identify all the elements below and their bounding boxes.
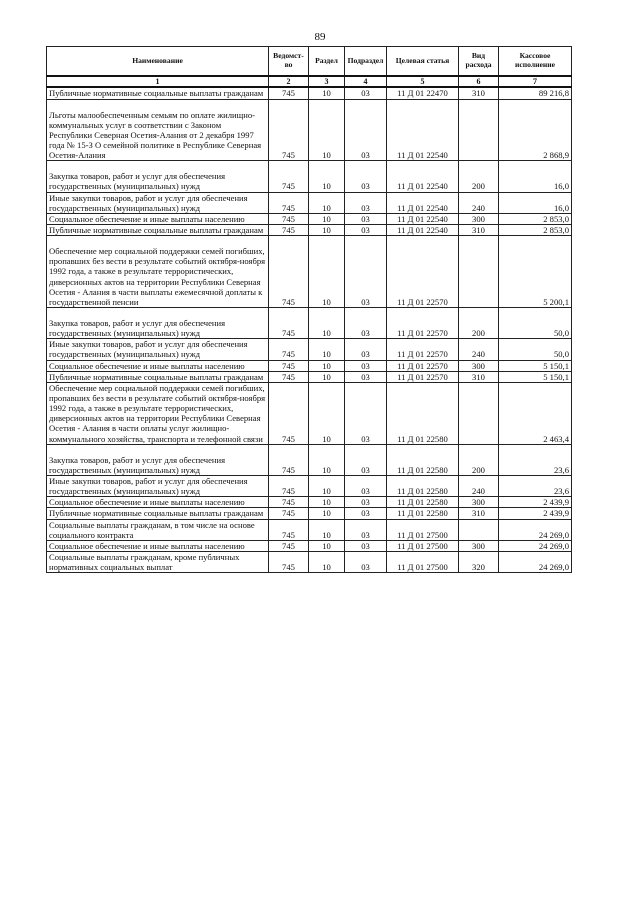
row-subsection: 03 xyxy=(345,99,387,161)
header-row xyxy=(47,47,572,77)
row-expense-type: 310 xyxy=(459,87,499,99)
column-number: 5 xyxy=(387,76,459,87)
row-section: 10 xyxy=(309,382,345,444)
row-amount: 24 269,0 xyxy=(499,519,572,540)
row-target-article: 11 Д 01 22580 xyxy=(387,497,459,508)
row-department: 745 xyxy=(269,87,309,99)
row-section: 10 xyxy=(309,224,345,235)
row-target-article: 11 Д 01 22540 xyxy=(387,213,459,224)
row-section: 10 xyxy=(309,87,345,99)
row-department: 745 xyxy=(269,236,309,308)
row-department: 745 xyxy=(269,224,309,235)
row-expense-type: 240 xyxy=(459,192,499,213)
row-subsection: 03 xyxy=(345,475,387,496)
row-amount: 2 853,0 xyxy=(499,224,572,235)
row-expense-type: 200 xyxy=(459,444,499,475)
table-row xyxy=(47,224,572,235)
row-section: 10 xyxy=(309,161,345,192)
row-department: 745 xyxy=(269,519,309,540)
column-number: 6 xyxy=(459,76,499,87)
row-amount: 5 150,1 xyxy=(499,371,572,382)
row-name: Льготы малообеспеченным семьям по оплате жилищно-коммунальных услуг в соответствии с Законом Республики Северная Осетия-Алания от 2 декабря 1997 года № 15-З О семейной политике в Республике Северная Осетия-Алания xyxy=(47,99,269,161)
row-subsection: 03 xyxy=(345,497,387,508)
row-name: Публичные нормативные социальные выплаты гражданам xyxy=(47,508,269,519)
row-department: 745 xyxy=(269,475,309,496)
table-row xyxy=(47,371,572,382)
row-name: Социальные выплаты гражданам, кроме публичных нормативных социальных выплат xyxy=(47,551,269,572)
row-name: Социальное обеспечение и иные выплаты населению xyxy=(47,213,269,224)
row-department: 745 xyxy=(269,213,309,224)
row-section: 10 xyxy=(309,99,345,161)
row-subsection: 03 xyxy=(345,224,387,235)
row-expense-type: 300 xyxy=(459,213,499,224)
row-section: 10 xyxy=(309,540,345,551)
row-section: 10 xyxy=(309,551,345,572)
row-expense-type xyxy=(459,236,499,308)
row-department: 745 xyxy=(269,497,309,508)
table-row xyxy=(47,475,572,496)
table-row xyxy=(47,99,572,161)
column-number: 4 xyxy=(345,76,387,87)
table-row xyxy=(47,360,572,371)
row-amount: 50,0 xyxy=(499,307,572,338)
row-department: 745 xyxy=(269,360,309,371)
budget-table xyxy=(46,46,572,573)
row-department: 745 xyxy=(269,161,309,192)
row-subsection: 03 xyxy=(345,551,387,572)
row-name: Публичные нормативные социальные выплаты гражданам xyxy=(47,87,269,99)
table-row xyxy=(47,161,572,192)
row-target-article: 11 Д 01 22570 xyxy=(387,339,459,360)
header-subsection: Подраздел xyxy=(345,47,387,77)
row-target-article: 11 Д 01 22540 xyxy=(387,99,459,161)
table-row xyxy=(47,213,572,224)
row-subsection: 03 xyxy=(345,87,387,99)
row-department: 745 xyxy=(269,192,309,213)
row-subsection: 03 xyxy=(345,382,387,444)
row-target-article: 11 Д 01 22570 xyxy=(387,371,459,382)
column-number: 3 xyxy=(309,76,345,87)
header-expense-type: Вид расхода xyxy=(459,47,499,77)
table-row xyxy=(47,192,572,213)
row-name: Иные закупки товаров, работ и услуг для обеспечения государственных (муниципальных) нужд xyxy=(47,339,269,360)
row-subsection: 03 xyxy=(345,508,387,519)
row-section: 10 xyxy=(309,371,345,382)
row-amount: 2 463,4 xyxy=(499,382,572,444)
row-section: 10 xyxy=(309,360,345,371)
row-amount: 89 216,8 xyxy=(499,87,572,99)
row-amount: 2 439,9 xyxy=(499,497,572,508)
row-name: Социальное обеспечение и иные выплаты населению xyxy=(47,360,269,371)
row-subsection: 03 xyxy=(345,339,387,360)
row-section: 10 xyxy=(309,475,345,496)
row-expense-type: 200 xyxy=(459,161,499,192)
row-name: Публичные нормативные социальные выплаты гражданам xyxy=(47,371,269,382)
row-name: Иные закупки товаров, работ и услуг для обеспечения государственных (муниципальных) нужд xyxy=(47,475,269,496)
row-subsection: 03 xyxy=(345,444,387,475)
row-expense-type: 300 xyxy=(459,497,499,508)
table-row xyxy=(47,519,572,540)
row-section: 10 xyxy=(309,519,345,540)
row-subsection: 03 xyxy=(345,236,387,308)
row-target-article: 11 Д 01 22570 xyxy=(387,360,459,371)
row-target-article: 11 Д 01 22580 xyxy=(387,382,459,444)
row-target-article: 11 Д 01 27500 xyxy=(387,551,459,572)
table-row xyxy=(47,382,572,444)
row-department: 745 xyxy=(269,444,309,475)
table-row xyxy=(47,339,572,360)
row-section: 10 xyxy=(309,444,345,475)
row-amount: 5 150,1 xyxy=(499,360,572,371)
column-number: 1 xyxy=(47,76,269,87)
row-target-article: 11 Д 01 22570 xyxy=(387,307,459,338)
row-name: Обеспечение мер социальной поддержки семей погибших, пропавших без вести в результате событий октября-ноября 1992 года, а также в результате террористических, диверсионных актов на территории Республики Северная Осетия - Алания в части выплаты ежемесячной доплаты к государственной пенсии xyxy=(47,236,269,308)
table-row xyxy=(47,508,572,519)
row-expense-type: 310 xyxy=(459,371,499,382)
table-body xyxy=(47,87,572,572)
row-amount: 50,0 xyxy=(499,339,572,360)
row-target-article: 11 Д 01 27500 xyxy=(387,519,459,540)
header-name: Наименование xyxy=(47,47,269,77)
row-section: 10 xyxy=(309,508,345,519)
row-section: 10 xyxy=(309,213,345,224)
table-row xyxy=(47,307,572,338)
row-amount: 16,0 xyxy=(499,161,572,192)
table-row xyxy=(47,444,572,475)
row-amount: 24 269,0 xyxy=(499,551,572,572)
row-section: 10 xyxy=(309,192,345,213)
row-expense-type: 310 xyxy=(459,508,499,519)
column-number: 7 xyxy=(499,76,572,87)
row-target-article: 11 Д 01 27500 xyxy=(387,540,459,551)
row-amount: 23,6 xyxy=(499,444,572,475)
row-subsection: 03 xyxy=(345,213,387,224)
row-target-article: 11 Д 01 22540 xyxy=(387,224,459,235)
row-subsection: 03 xyxy=(345,307,387,338)
row-subsection: 03 xyxy=(345,161,387,192)
row-target-article: 11 Д 01 22540 xyxy=(387,192,459,213)
row-expense-type: 200 xyxy=(459,307,499,338)
row-section: 10 xyxy=(309,339,345,360)
header-department: Ведомст-во xyxy=(269,47,309,77)
row-name: Обеспечение мер социальной поддержки семей погибших, пропавших без вести в результате событий октября-ноября 1992 года, а также в результате террористических, диверсионных актов на территории Республики Северная Осетия - Алания в части оплаты услуг жилищно-коммунального хозяйства, транспорта и телефонной связи xyxy=(47,382,269,444)
row-target-article: 11 Д 01 22540 xyxy=(387,161,459,192)
table-row xyxy=(47,87,572,99)
row-expense-type xyxy=(459,99,499,161)
row-subsection: 03 xyxy=(345,540,387,551)
row-amount: 24 269,0 xyxy=(499,540,572,551)
row-department: 745 xyxy=(269,382,309,444)
table-row xyxy=(47,540,572,551)
row-target-article: 11 Д 01 22580 xyxy=(387,475,459,496)
row-department: 745 xyxy=(269,540,309,551)
page-number: 89 xyxy=(314,31,326,43)
row-amount: 2 853,0 xyxy=(499,213,572,224)
row-subsection: 03 xyxy=(345,192,387,213)
header-section: Раздел xyxy=(309,47,345,77)
row-target-article: 11 Д 01 22580 xyxy=(387,444,459,475)
row-section: 10 xyxy=(309,497,345,508)
row-expense-type: 300 xyxy=(459,360,499,371)
row-name: Социальное обеспечение и иные выплаты населению xyxy=(47,540,269,551)
header-cash-execution: Кассовое исполнение xyxy=(499,47,572,77)
column-number: 2 xyxy=(269,76,309,87)
row-expense-type xyxy=(459,519,499,540)
row-section: 10 xyxy=(309,236,345,308)
table-row xyxy=(47,236,572,308)
table-row xyxy=(47,551,572,572)
row-subsection: 03 xyxy=(345,360,387,371)
row-expense-type xyxy=(459,382,499,444)
row-department: 745 xyxy=(269,371,309,382)
row-name: Закупка товаров, работ и услуг для обеспечения государственных (муниципальных) нужд xyxy=(47,444,269,475)
row-expense-type: 240 xyxy=(459,475,499,496)
row-name: Закупка товаров, работ и услуг для обеспечения государственных (муниципальных) нужд xyxy=(47,161,269,192)
row-expense-type: 240 xyxy=(459,339,499,360)
row-department: 745 xyxy=(269,99,309,161)
row-target-article: 11 Д 01 22570 xyxy=(387,236,459,308)
row-department: 745 xyxy=(269,307,309,338)
row-amount: 5 200,1 xyxy=(499,236,572,308)
row-amount: 2 868,9 xyxy=(499,99,572,161)
row-amount: 23,6 xyxy=(499,475,572,496)
row-section: 10 xyxy=(309,307,345,338)
row-amount: 2 439,9 xyxy=(499,508,572,519)
row-name: Социальное обеспечение и иные выплаты населению xyxy=(47,497,269,508)
row-name: Закупка товаров, работ и услуг для обеспечения государственных (муниципальных) нужд xyxy=(47,307,269,338)
row-name: Социальные выплаты гражданам, в том числе на основе социального контракта xyxy=(47,519,269,540)
row-amount: 16,0 xyxy=(499,192,572,213)
row-name: Иные закупки товаров, работ и услуг для обеспечения государственных (муниципальных) нужд xyxy=(47,192,269,213)
row-expense-type: 300 xyxy=(459,540,499,551)
row-target-article: 11 Д 01 22470 xyxy=(387,87,459,99)
header-target-article: Целевая статья xyxy=(387,47,459,77)
row-subsection: 03 xyxy=(345,371,387,382)
row-subsection: 03 xyxy=(345,519,387,540)
row-expense-type: 310 xyxy=(459,224,499,235)
row-department: 745 xyxy=(269,339,309,360)
table-row xyxy=(47,497,572,508)
row-department: 745 xyxy=(269,551,309,572)
column-number-row xyxy=(47,76,572,87)
row-target-article: 11 Д 01 22580 xyxy=(387,508,459,519)
row-department: 745 xyxy=(269,508,309,519)
row-expense-type: 320 xyxy=(459,551,499,572)
row-name: Публичные нормативные социальные выплаты гражданам xyxy=(47,224,269,235)
